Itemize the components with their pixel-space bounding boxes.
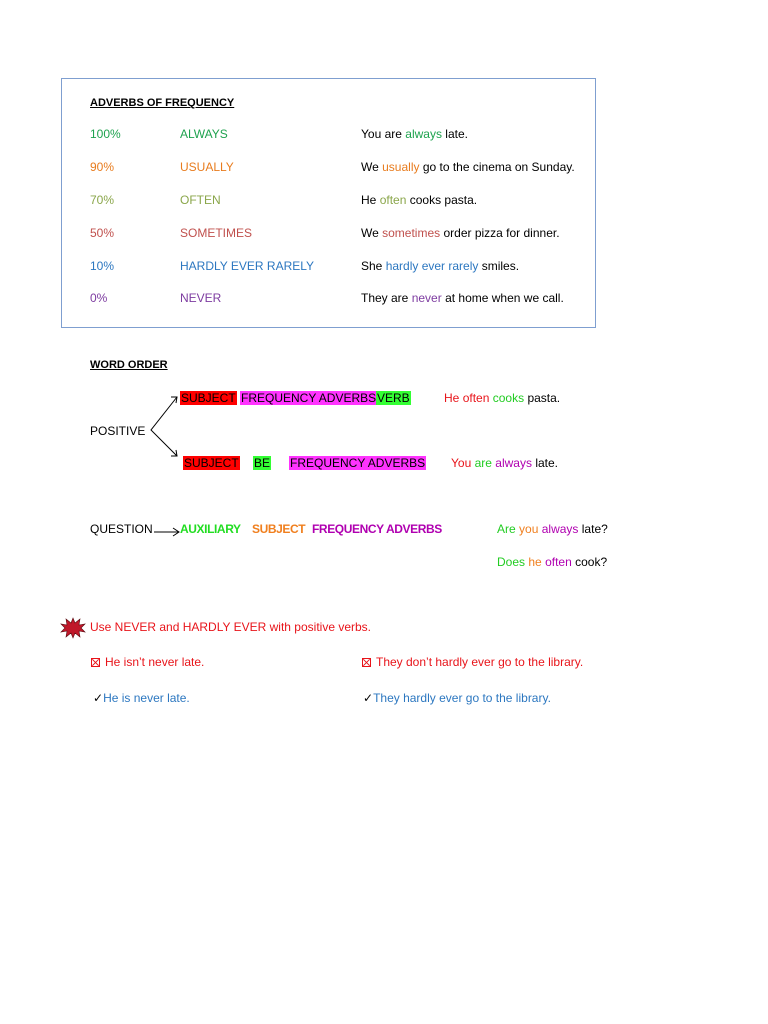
pct-always: 100% [90,127,121,141]
example-never: They are never at home when we call. [361,291,564,305]
wrong-example-2: They don’t hardly ever go to the library. [362,655,583,669]
example-usually: We usually go to the cinema on Sunday. [361,160,575,174]
checkmark-icon: ✓ [93,691,104,705]
adverb-often: OFTEN [180,193,221,207]
wrong-x-icon [91,658,100,667]
positive-example-2: You are always late. [451,456,558,470]
explosion-icon [60,617,86,639]
question-label: QUESTION [90,522,153,536]
freq-adverbs-text-1: FREQUENCY ADVERBS [241,391,377,405]
subject-text-2: SUBJECT [184,456,239,470]
be-tag [253,456,271,470]
freq-adverbs-text-2: FREQUENCY ADVERBS [290,456,426,470]
pct-sometimes: 50% [90,226,115,240]
question-freq-adverbs-tag: FREQUENCY ADVERBS [312,522,442,536]
example-always: You are always late. [361,127,468,141]
example-sometimes: We sometimes order pizza for dinner. [361,226,560,240]
word-order-title: WORD ORDER [90,359,168,371]
positive-structure-1 [180,391,237,405]
adverb-hardly-ever: HARDLY EVER RARELY [180,259,315,273]
freq-adverbs-tag-1 [240,391,377,405]
right-example-1: ✓He is never late. [93,691,190,705]
rule-text: Use NEVER and HARDLY EVER with positive verbs. [90,620,371,634]
checkmark-icon: ✓ [363,691,374,705]
positive-label: POSITIVE [90,424,146,438]
question-subject-tag: SUBJECT [252,522,306,536]
positive-branch-arrows [145,392,181,462]
pct-hardly-ever: 10% [90,259,115,273]
adverb-usually: USUALLY [180,160,234,174]
adverb-always: ALWAYS [180,127,228,141]
arrow-right-icon [153,526,181,538]
auxiliary-tag: AUXILIARY [180,522,241,536]
example-often: He often cooks pasta. [361,193,478,207]
pct-often: 70% [90,193,115,207]
verb-tag [376,391,411,405]
adverb-sometimes: SOMETIMES [180,226,253,240]
positive-example-1: He often cooks pasta. [444,391,561,405]
be-text: BE [254,456,271,470]
wrong-example-1: He isn’t never late. [91,655,204,669]
question-example-1: Are you always late? [497,522,608,536]
subject-tag: SUBJECT [181,391,236,405]
frequency-title: ADVERBS OF FREQUENCY [90,97,235,109]
question-example-2: Does he often cook? [497,555,608,569]
verb-text: VERB [377,391,410,405]
pct-never: 0% [90,291,108,305]
freq-adverbs-tag-2 [289,456,426,470]
wrong-x-icon [362,658,371,667]
adverb-never: NEVER [180,291,222,305]
pct-usually: 90% [90,160,115,174]
right-example-2: ✓They hardly ever go to the library. [363,691,551,705]
example-hardly-ever: She hardly ever rarely smiles. [361,259,520,273]
subject-tag-2 [183,456,240,470]
